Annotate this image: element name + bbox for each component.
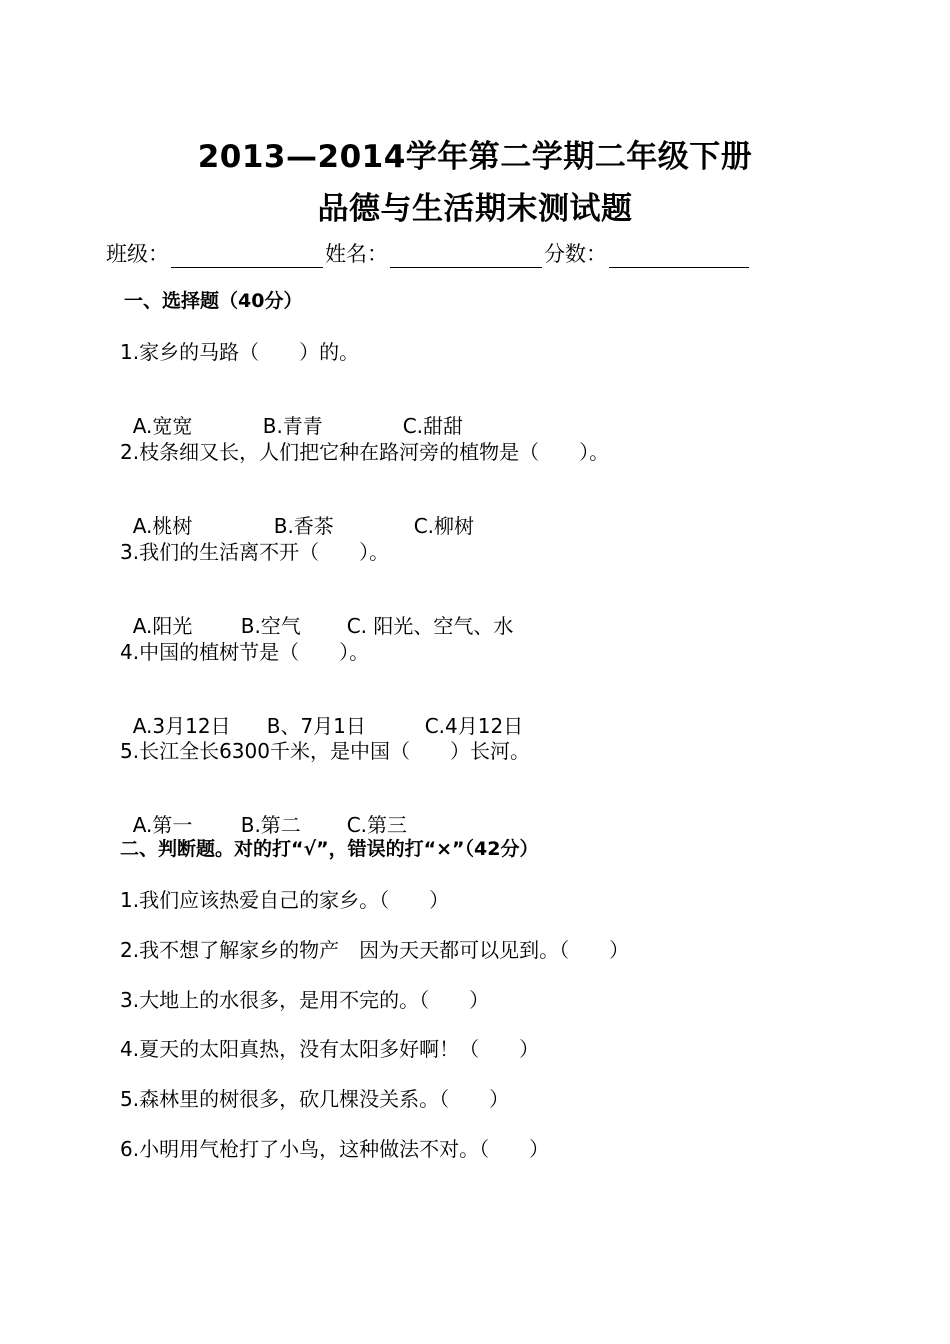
option-c: C.甜甜 [402,414,464,438]
class-label: 班级： [106,242,169,266]
document-title-line1: 2013—2014学年第二学期二年级下册 [197,139,753,175]
judge-question-6: 6.小明用气枪打了小鸟，这种做法不对。（ ） [120,1137,550,1161]
question-1-options [120,386,463,439]
option-a: A.阳光 [132,614,193,638]
question-3: 3.我们的生活离不开（ ）。 [120,540,390,564]
judge-question-1: 1.我们应该热爱自己的家乡。（ ） [120,888,450,912]
question-4: 4.中国的植树节是（ ）。 [120,640,370,664]
score-label: 分数： [544,242,607,266]
class-blank [171,245,323,268]
section2-heading: 二、判断题。对的打“√”，错误的打“×”（42分） [120,838,539,860]
option-a: A.第一 [132,813,193,837]
option-a: A.桃树 [132,514,193,538]
option-a: A.3月12日 [132,714,231,738]
student-info-row [106,238,751,268]
option-c: C.第三 [346,813,408,837]
option-b: B.第二 [240,813,301,837]
option-c: C.柳树 [413,514,475,538]
question-3-options [120,586,513,639]
option-b: B.青青 [262,414,323,438]
question-2: 2.枝条细又长，人们把它种在路河旁的植物是（ ）。 [120,440,610,464]
name-label: 姓名： [325,242,388,266]
question-1: 1.家乡的马路（ ）的。 [120,340,360,364]
document-title-line2: 品德与生活期末测试题 [317,191,633,227]
option-c: C.4月12日 [424,714,524,738]
question-5: 5.长江全长6300千米，是中国（ ）长河。 [120,739,530,763]
name-blank [390,245,542,268]
option-b: B、7月1日 [266,714,366,738]
question-5-options [120,785,407,838]
judge-question-2: 2.我不想了解家乡的物产 因为天天都可以见到。（ ） [120,938,630,962]
judge-question-3: 3.大地上的水很多，是用不完的。（ ） [120,988,490,1012]
judge-question-4: 4.夏天的太阳真热，没有太阳多好啊！（ ） [120,1037,540,1061]
option-b: B.香茶 [273,514,334,538]
judge-question-5: 5.森林里的树很多，砍几棵没关系。（ ） [120,1087,510,1111]
question-2-options [120,486,474,539]
option-b: B.空气 [240,614,301,638]
question-4-options [120,686,523,739]
section1-heading: 一、选择题（40分） [124,290,303,312]
score-blank [609,245,749,268]
option-c: C. 阳光、空气、水 [346,614,514,638]
option-a: A.宽宽 [132,414,193,438]
